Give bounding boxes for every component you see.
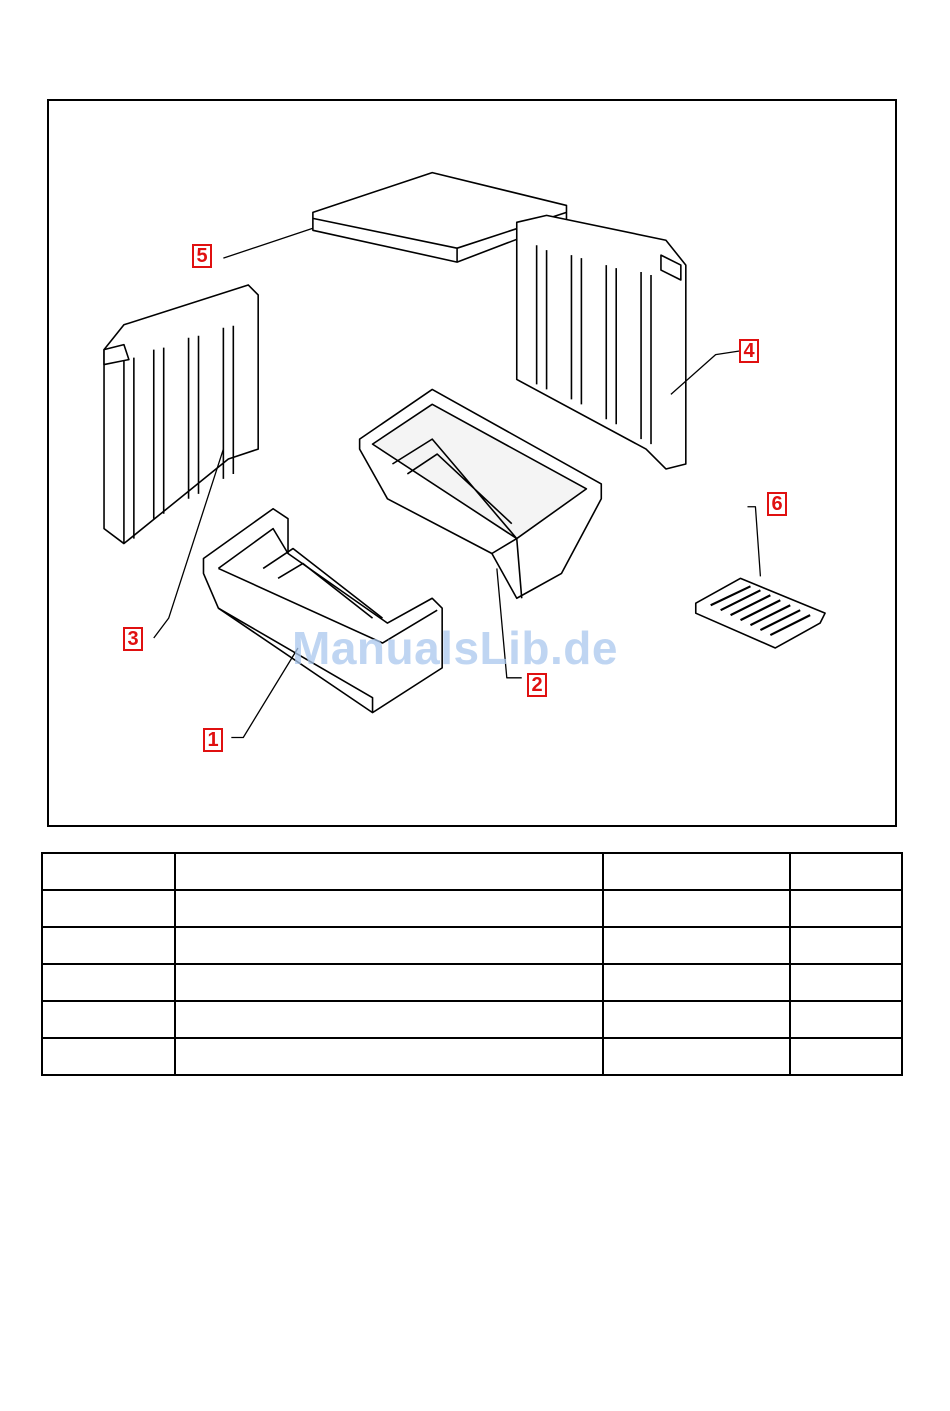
part-4-right-wall: [517, 215, 686, 469]
parts-table: [41, 852, 903, 1076]
callout-4: 4: [739, 339, 759, 363]
table-cell: [175, 1038, 603, 1075]
callout-6: 6: [767, 492, 787, 516]
exploded-parts-diagram: [47, 99, 897, 827]
table-cell: [790, 964, 902, 1001]
watermark: ManualsLib.de: [292, 622, 618, 674]
table-row: [42, 890, 902, 927]
table-cell: [175, 1001, 603, 1038]
table-row: [42, 927, 902, 964]
table-cell: [175, 964, 603, 1001]
table-cell: [175, 927, 603, 964]
table-cell: [603, 1001, 790, 1038]
table-row: [42, 1001, 902, 1038]
callout-1: 1: [203, 728, 223, 752]
callout-5: 5: [192, 244, 212, 268]
table-cell: [790, 853, 902, 890]
table-cell: [790, 1001, 902, 1038]
callout-3: 3: [123, 627, 143, 651]
table-cell: [603, 1038, 790, 1075]
table-cell: [603, 964, 790, 1001]
table-row: [42, 853, 902, 890]
table-cell: [603, 927, 790, 964]
table-cell: [42, 853, 175, 890]
table-cell: [42, 927, 175, 964]
part-2-back-block: [360, 389, 602, 598]
callout-2: 2: [527, 673, 547, 697]
table-row: [42, 1038, 902, 1075]
table-cell: [42, 1001, 175, 1038]
table-row: [42, 964, 902, 1001]
table-cell: [790, 890, 902, 927]
table-cell: [175, 853, 603, 890]
table-cell: [42, 1038, 175, 1075]
table-cell: [175, 890, 603, 927]
table-cell: [603, 853, 790, 890]
parts-drawing: [49, 101, 895, 825]
table-cell: [42, 890, 175, 927]
table-cell: [42, 964, 175, 1001]
table-cell: [790, 927, 902, 964]
part-1-front-block: [203, 509, 442, 713]
table-cell: [790, 1038, 902, 1075]
part-3-left-wall: [104, 285, 258, 544]
part-6-grate: [696, 578, 825, 648]
table-cell: [603, 890, 790, 927]
